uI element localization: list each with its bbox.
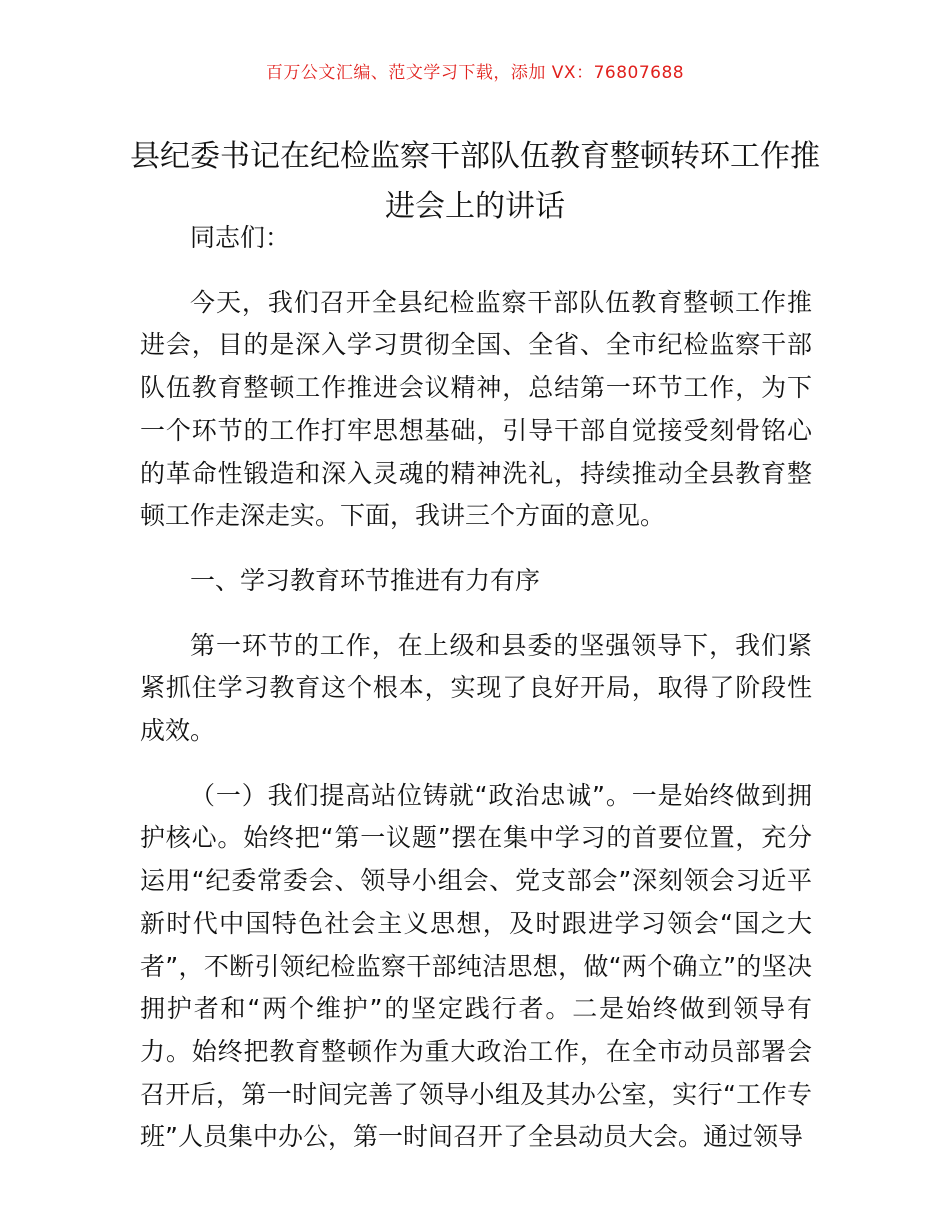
body-paragraph: （一）我们提高站位铸就“政治忠诚”。一是始终做到拥护核心。始终把“第一议题”摆在集中学习的首要位置，充分运用“纪委常委会、领导小组会、党支部会”深刻领会习近平新时代中国特色社会主义思想，及时跟进学习领会“国之大者”，不断引领纪检监察干部纯洁思想，做“两个确立”的坚决拥护者和“两个维护”的坚定践行者。二是始终做到领导有力。始终把教育整顿作为重大政治工作，在全市动员部署会召开后，第一时间完善了领导小组及其办公室，实行“工作专班”人员集中办公，第一时间召开了全县动员大会。通过领导 (140, 780, 812, 1152)
document-body (140, 217, 812, 1159)
watermark-header: 百万公文汇编、范文学习下载，添加 VX：76807688 (265, 63, 685, 83)
section-heading: 一、学习教育环节推进有力有序 (190, 565, 541, 595)
page-title: 县纪委书记在纪检监察干部队伍教育整顿转环工作推进会上的讲话 (130, 139, 820, 225)
salutation-paragraph: 同志们： (190, 223, 291, 252)
body-paragraph: 第一环节的工作，在上级和县委的坚强领导下，我们紧紧抓住学习教育这个根本，实现了良好开局，取得了阶段性成效。 (140, 630, 812, 746)
intro-paragraph: 今天，我们召开全县纪检监察干部队伍教育整顿工作推进会，目的是深入学习贯彻全国、全省、全市纪检监察干部队伍教育整顿工作推进会议精神，总结第一环节工作，为下一个环节的工作打牢思想基础，引导干部自觉接受刻骨铭心的革命性锻造和深入灵魂的精神洗礼，持续推动全县教育整顿工作走深走实。下面，我讲三个方面的意见。 (140, 287, 812, 531)
